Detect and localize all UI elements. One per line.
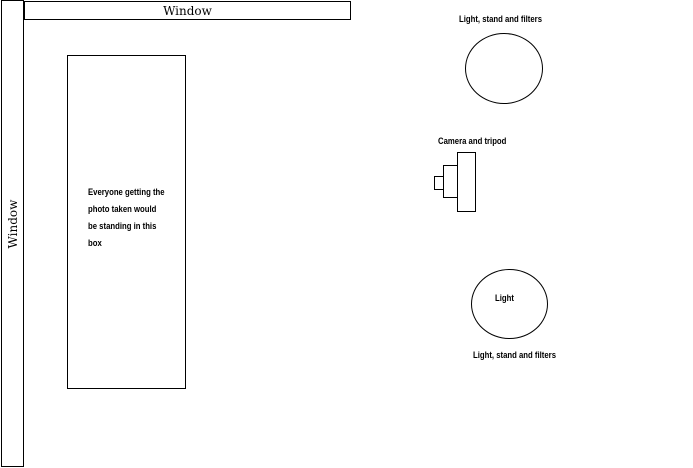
window-top-label: [24, 1, 351, 20]
camera-mid-section: [443, 165, 458, 198]
light-bottom-circle: [471, 269, 548, 339]
window-left-text: Window: [5, 199, 20, 249]
camera-label: Camera and tripod: [438, 136, 507, 146]
light-bottom-label: Light, stand and filters: [473, 350, 557, 360]
light-top-label: Light, stand and filters: [459, 14, 543, 24]
light-bottom-inner-label: Light: [495, 293, 514, 303]
camera-lens: [434, 176, 444, 190]
subject-area-text: Everyone getting the photo taken would be standing in this box: [88, 187, 165, 248]
window-top-text: Window: [163, 3, 212, 18]
camera-body: [457, 152, 476, 212]
light-top-circle: [465, 33, 543, 104]
